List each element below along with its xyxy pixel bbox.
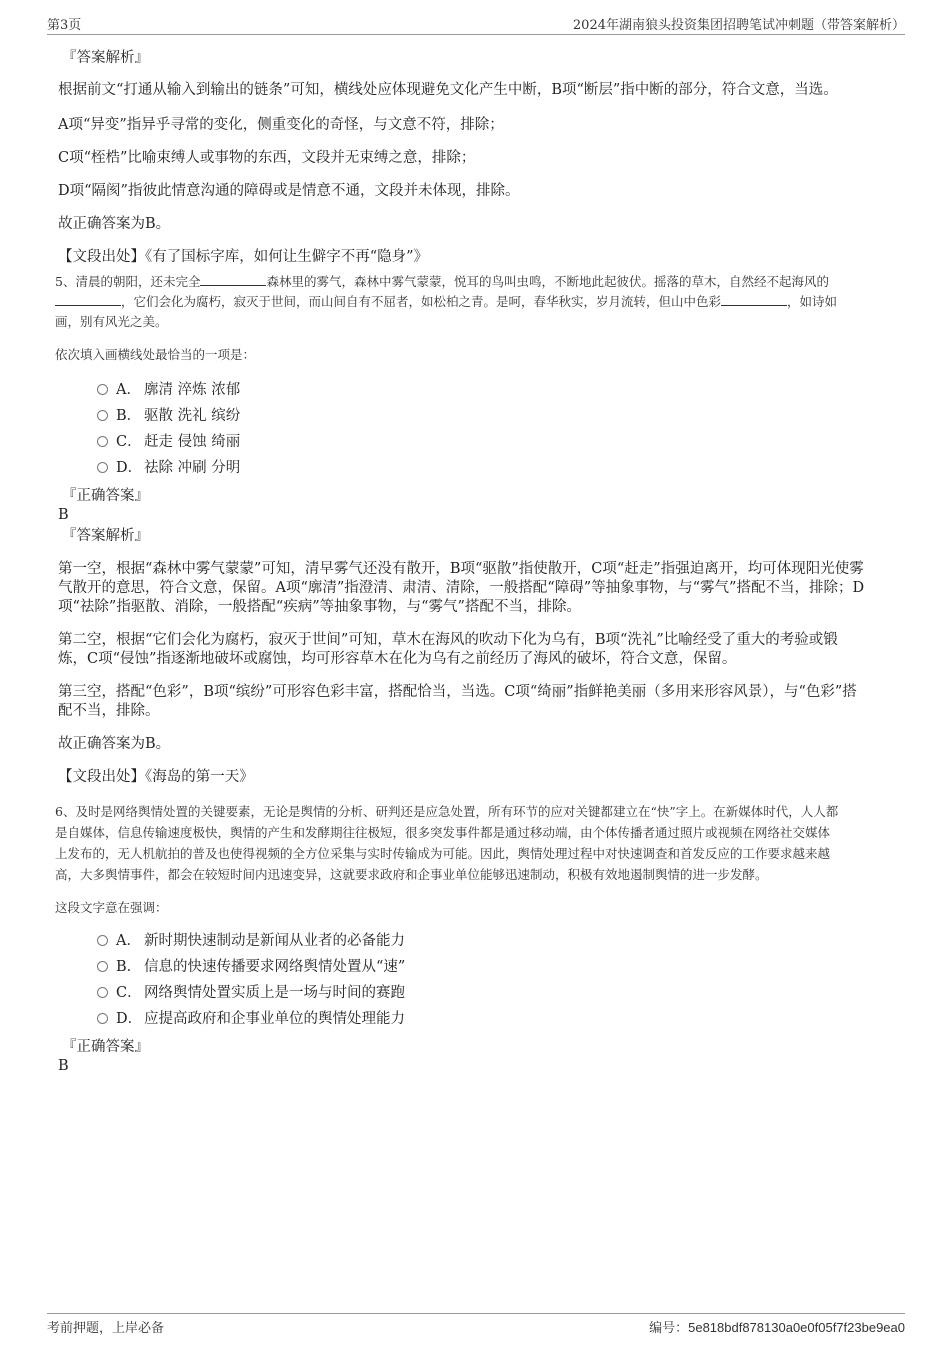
radio-button[interactable]	[97, 436, 108, 447]
option-d[interactable]: D． 应提高政府和企事业单位的舆情处理能力	[97, 1009, 405, 1029]
option-a[interactable]: A． 新时期快速制动是新闻从业者的必备能力	[97, 931, 405, 951]
question-stem-line: 是自媒体，信息传输速度极快，舆情的产生和发酵期往往极短，很多突发事件都是通过移动端，由个体传播者通过照片或视频在网络社交媒体	[55, 825, 831, 840]
question-prompt: 这段文字意在强调：	[55, 900, 168, 915]
option-d[interactable]: D． 祛除 冲刷 分明	[97, 458, 240, 478]
fill-blank	[200, 272, 266, 286]
analysis-paragraph: C项“桎梏”比喻束缚人或事物的东西，文段并无束缚之意，排除；	[58, 150, 476, 166]
analysis-line: 炼，C项“侵蚀”指逐渐地破坏或腐蚀，均可形容草木在化为乌有之前经历了海风的破坏，符合文意，保留。	[58, 651, 737, 667]
analysis-paragraph: A项“异变”指异乎寻常的变化，侧重变化的奇怪，与文意不符，排除；	[58, 117, 504, 133]
conclusion: 故正确答案为B。	[58, 216, 171, 232]
analysis-line: 第三空，搭配“色彩”，B项“缤纷”可形容色彩丰富，搭配恰当，当选。C项“绮丽”指鲜艳美丽（多用来形容风景），与“色彩”搭	[58, 684, 857, 700]
radio-button[interactable]	[97, 384, 108, 395]
analysis-line: 第一空，根据“森林中雾气蒙蒙”可知，清早雾气还没有散开，B项“驱散”指使散开，C项“赶走”指强迫离开，均可体现阳光使雾	[58, 561, 864, 577]
document-code: 编号：5e818bdf878130a0e0f05f7f23be9ea0	[649, 1320, 905, 1336]
fill-blank	[721, 292, 787, 306]
correct-answer: B	[58, 1058, 69, 1074]
question-stem-line: 上发布的，无人机航拍的普及也使得视频的全方位采集与实时传输成为可能。因此，舆情处理过程中对快速调查和首发反应的工作要求越来越	[55, 846, 831, 861]
question-stem-line: 画，别有风光之美。	[55, 314, 168, 329]
option-a[interactable]: A． 廓清 淬炼 浓郁	[97, 380, 240, 400]
analysis-paragraph: 根据前文“打通从输入到输出的链条”可知，横线处应体现避免文化产生中断，B项“断层”指中断的部分，符合文意，当选。	[58, 82, 838, 98]
page-header	[47, 14, 905, 35]
question-prompt: 依次填入画横线处最恰当的一项是：	[55, 347, 256, 362]
conclusion: 故正确答案为B。	[58, 736, 171, 752]
radio-button[interactable]	[97, 935, 108, 946]
analysis-line: 气散开的意思，符合文意，保留。A项“廓清”指澄清、肃清、清除，一般搭配“障碍”等抽象事物，与“雾气”搭配不当，排除；D	[58, 580, 865, 596]
option-c[interactable]: C． 网络舆情处置实质上是一场与时间的赛跑	[97, 983, 405, 1003]
radio-button[interactable]	[97, 987, 108, 998]
document-title: 2024年湖南狼头投资集团招聘笔试冲刺题（带答案解析）	[572, 18, 905, 33]
question-stem-line: 高，大多舆情事件，都会在较短时间内迅速变异，这就要求政府和企事业单位能够迅速制动，积极有效地遏制舆情的进一步发酵。	[55, 867, 768, 882]
page-footer	[47, 1313, 905, 1337]
radio-button[interactable]	[97, 961, 108, 972]
source-citation: 【文段出处】《有了国标字库，如何让生僻字不再“隐身”》	[58, 249, 429, 265]
fill-blank	[55, 292, 121, 306]
radio-button[interactable]	[97, 1013, 108, 1024]
question-stem-line: 6、及时是网络舆情处置的关键要素，无论是舆情的分析、研判还是应急处置，所有环节的应对关键都建立在“快”字上。在新媒体时代，人人都	[55, 804, 839, 819]
analysis-line: 项“祛除”指驱散、消除，一般搭配“疾病”等抽象事物，与“雾气”搭配不当，排除。	[58, 599, 581, 615]
radio-button[interactable]	[97, 462, 108, 473]
radio-button[interactable]	[97, 410, 108, 421]
footer-slogan: 考前押题，上岸必备	[47, 1321, 165, 1336]
analysis-paragraph: D项“隔阂”指彼此情意沟通的障碍或是情意不通，文段并未体现，排除。	[58, 183, 520, 199]
correct-answer: B	[58, 507, 69, 523]
source-citation: 【文段出处】《海岛的第一天》	[58, 769, 254, 785]
answer-tag: 『正确答案』	[62, 488, 149, 504]
option-c[interactable]: C． 赶走 侵蚀 绮丽	[97, 432, 240, 452]
question-stem-line: ，它们会化为腐朽，寂灭于世间，而山间自有不屈者，如松柏之青。是呵，春华秋实，岁月流转，但山中色彩 ，如诗如	[55, 291, 837, 312]
option-b[interactable]: B． 信息的快速传播要求网络舆情处置从“速”	[97, 957, 405, 977]
answer-tag: 『正确答案』	[62, 1039, 149, 1055]
page-number: 第3页	[47, 18, 82, 33]
analysis-tag: 『答案解析』	[62, 50, 149, 66]
analysis-line: 配不当，排除。	[58, 703, 160, 719]
analysis-tag: 『答案解析』	[62, 528, 149, 544]
analysis-line: 第二空，根据“它们会化为腐朽，寂灭于世间”可知，草木在海风的吹动下化为乌有，B项“洗礼”比喻经受了重大的考验或锻	[58, 632, 838, 648]
question-stem-line: 5、清晨的朝阳，还未完全 森林里的雾气，森林中雾气蒙蒙，悦耳的鸟叫虫鸣，不断地此起彼伏。摇落的草木，自然经不起海风的	[55, 274, 829, 289]
option-b[interactable]: B． 驱散 洗礼 缤纷	[97, 406, 240, 426]
